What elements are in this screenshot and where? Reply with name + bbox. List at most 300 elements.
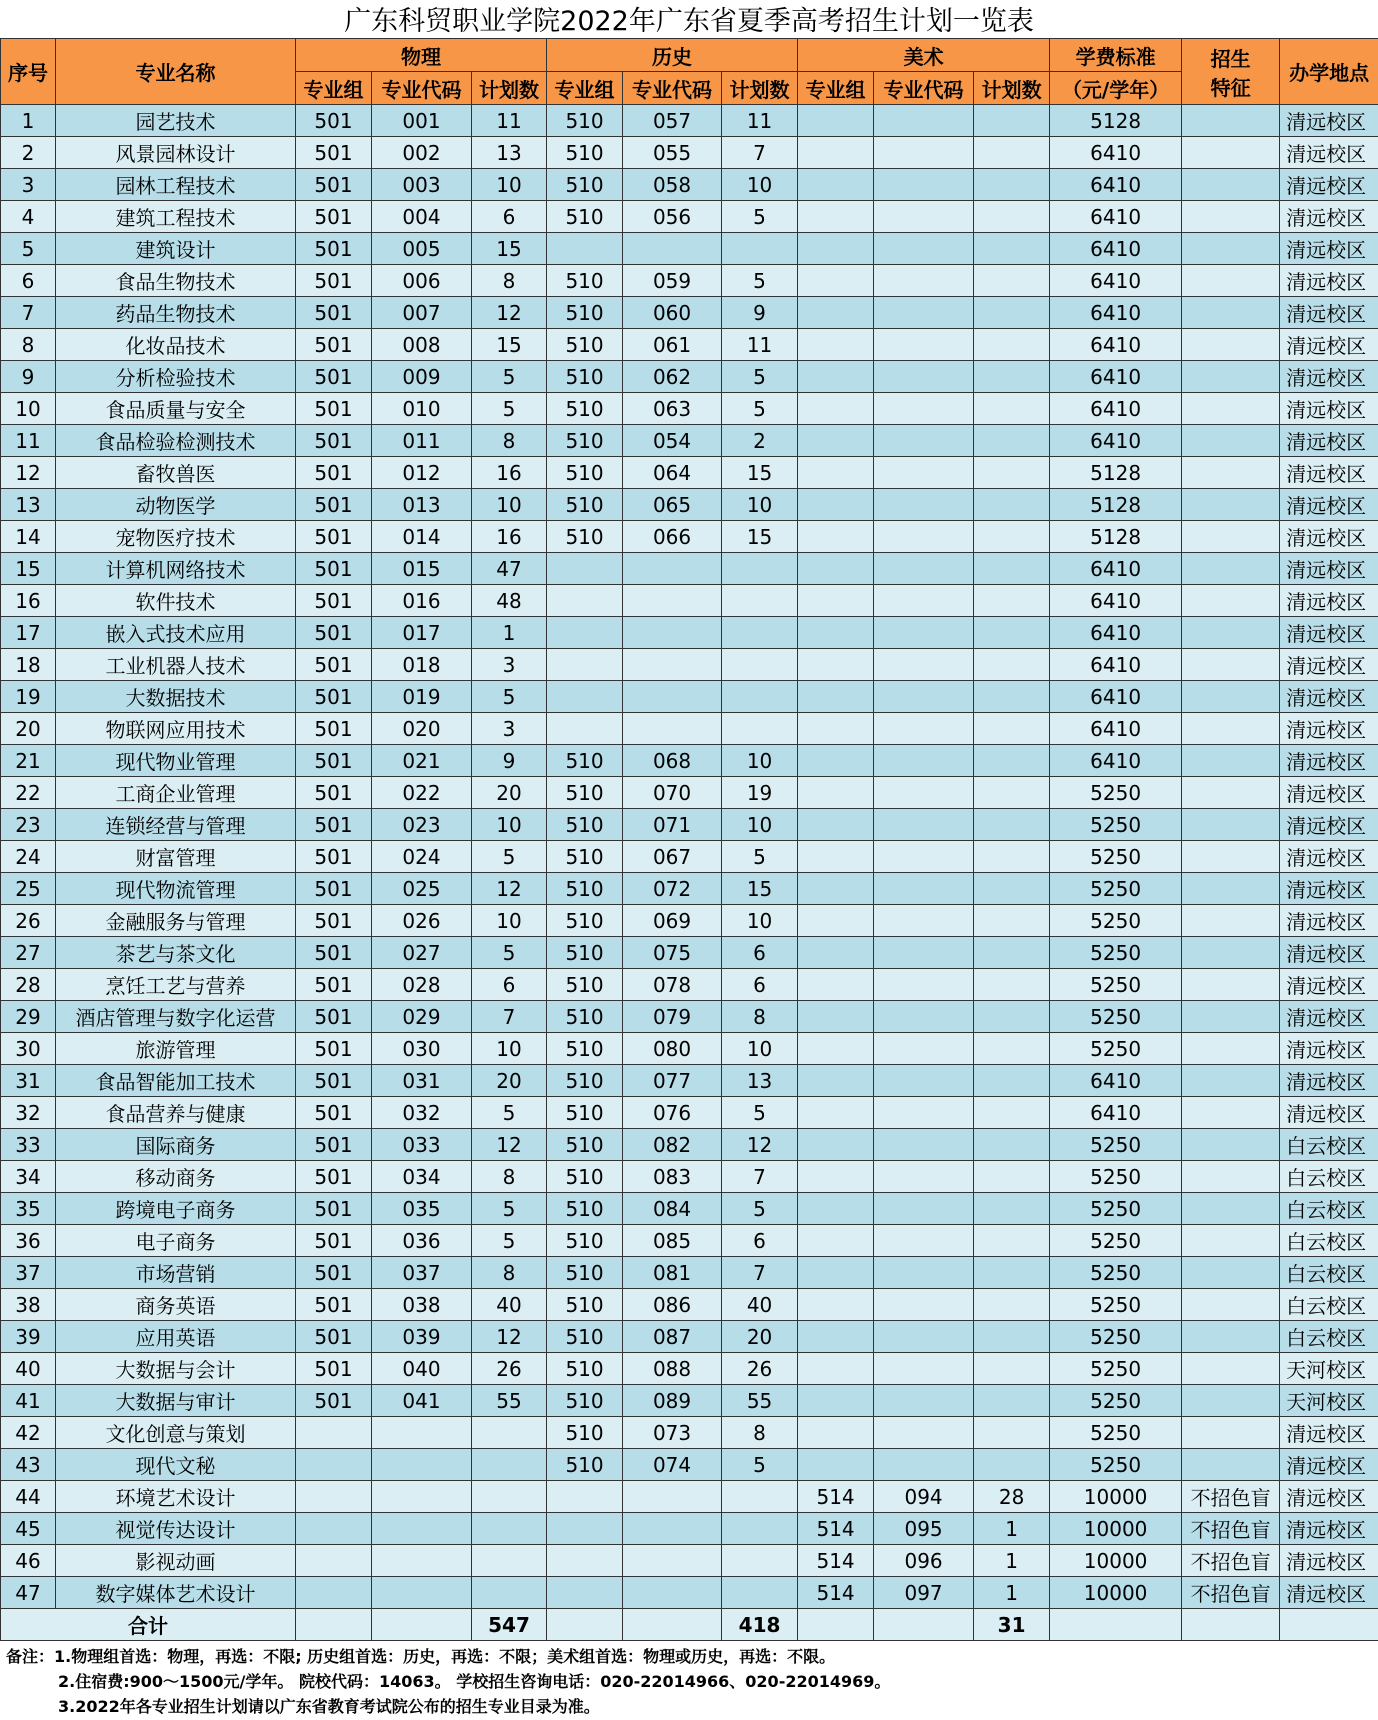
cell-art-count bbox=[974, 393, 1050, 425]
cell-fee: 6410 bbox=[1050, 649, 1182, 681]
cell-physics-code: 037 bbox=[372, 1257, 472, 1289]
cell-art-group bbox=[798, 329, 874, 361]
cell-fee: 6410 bbox=[1050, 393, 1182, 425]
cell-physics-code: 029 bbox=[372, 1001, 472, 1033]
cell-art-group bbox=[798, 1193, 874, 1225]
cell-major: 分析检验技术 bbox=[56, 361, 296, 393]
cell-location: 清远校区 bbox=[1280, 745, 1378, 777]
cell-history-code bbox=[623, 553, 722, 585]
cell-seq: 18 bbox=[1, 649, 56, 681]
cell-fee: 6410 bbox=[1050, 233, 1182, 265]
cell-history-group: 510 bbox=[547, 1193, 623, 1225]
table-row bbox=[1, 1097, 1378, 1129]
cell-physics-group: 501 bbox=[296, 233, 372, 265]
cell-history-group: 510 bbox=[547, 1289, 623, 1321]
cell-history-count: 5 bbox=[722, 1193, 798, 1225]
cell-physics-group: 501 bbox=[296, 905, 372, 937]
cell-major: 嵌入式技术应用 bbox=[56, 617, 296, 649]
cell-seq: 38 bbox=[1, 1289, 56, 1321]
cell-location: 白云校区 bbox=[1280, 1193, 1378, 1225]
cell-physics-group: 501 bbox=[296, 265, 372, 297]
cell-art-group bbox=[798, 969, 874, 1001]
cell-major: 文化创意与策划 bbox=[56, 1417, 296, 1449]
cell-major: 大数据与审计 bbox=[56, 1385, 296, 1417]
cell-seq: 36 bbox=[1, 1225, 56, 1257]
cell-art-count: 1 bbox=[974, 1513, 1050, 1545]
cell-fee: 5250 bbox=[1050, 1001, 1182, 1033]
cell-seq: 16 bbox=[1, 585, 56, 617]
cell-major: 风景园林设计 bbox=[56, 137, 296, 169]
cell-seq: 1 bbox=[1, 105, 56, 137]
cell-physics-code: 021 bbox=[372, 745, 472, 777]
cell-art-group: 514 bbox=[798, 1513, 874, 1545]
cell-major: 食品质量与安全 bbox=[56, 393, 296, 425]
cell-physics-count: 5 bbox=[472, 393, 547, 425]
cell-seq: 44 bbox=[1, 1481, 56, 1513]
header-feature-line2: 特征 bbox=[1210, 75, 1251, 100]
cell-seq: 17 bbox=[1, 617, 56, 649]
cell-art-group bbox=[798, 457, 874, 489]
cell-history-code: 087 bbox=[623, 1321, 722, 1353]
cell-location: 清远校区 bbox=[1280, 329, 1378, 361]
cell-physics-count: 3 bbox=[472, 713, 547, 745]
cell-art-code bbox=[874, 489, 974, 521]
cell-physics-group: 501 bbox=[296, 1385, 372, 1417]
cell-location: 清远校区 bbox=[1280, 457, 1378, 489]
cell-location: 清远校区 bbox=[1280, 265, 1378, 297]
cell-seq: 41 bbox=[1, 1385, 56, 1417]
cell-location: 清远校区 bbox=[1280, 201, 1378, 233]
table-row bbox=[1, 169, 1378, 201]
cell-history-group: 510 bbox=[547, 297, 623, 329]
cell-history-count: 6 bbox=[722, 969, 798, 1001]
cell-art-count bbox=[974, 1129, 1050, 1161]
cell-history-group: 510 bbox=[547, 905, 623, 937]
cell-major: 连锁经营与管理 bbox=[56, 809, 296, 841]
cell-history-count: 5 bbox=[722, 1449, 798, 1481]
table-row bbox=[1, 553, 1378, 585]
cell-art-group bbox=[798, 873, 874, 905]
cell-location: 天河校区 bbox=[1280, 1353, 1378, 1385]
table-row bbox=[1, 1129, 1378, 1161]
cell-physics-group: 501 bbox=[296, 969, 372, 1001]
cell-physics-count: 3 bbox=[472, 649, 547, 681]
cell-feature bbox=[1182, 105, 1280, 137]
cell-history-count: 15 bbox=[722, 873, 798, 905]
cell-physics-code: 002 bbox=[372, 137, 472, 169]
cell-feature bbox=[1182, 1001, 1280, 1033]
cell-physics-group bbox=[296, 1545, 372, 1577]
cell-history-count: 6 bbox=[722, 1225, 798, 1257]
cell-art-count bbox=[974, 905, 1050, 937]
cell-art-code bbox=[874, 1001, 974, 1033]
cell-major: 工商企业管理 bbox=[56, 777, 296, 809]
cell-physics-code: 019 bbox=[372, 681, 472, 713]
cell-physics-code: 024 bbox=[372, 841, 472, 873]
cell-fee: 6410 bbox=[1050, 169, 1182, 201]
cell-history-code: 057 bbox=[623, 105, 722, 137]
cell-fee: 5128 bbox=[1050, 457, 1182, 489]
cell-fee: 6410 bbox=[1050, 617, 1182, 649]
cell-feature bbox=[1182, 425, 1280, 457]
cell-major: 现代文秘 bbox=[56, 1449, 296, 1481]
cell-physics-code: 027 bbox=[372, 937, 472, 969]
table-row bbox=[1, 745, 1378, 777]
cell-art-group bbox=[798, 169, 874, 201]
cell-history-code: 077 bbox=[623, 1065, 722, 1097]
cell-art-code bbox=[874, 1449, 974, 1481]
cell-art-count bbox=[974, 329, 1050, 361]
cell-art-code bbox=[874, 425, 974, 457]
cell-art-count bbox=[974, 361, 1050, 393]
cell-history-code bbox=[623, 649, 722, 681]
cell-feature bbox=[1182, 1353, 1280, 1385]
cell-history-group: 510 bbox=[547, 393, 623, 425]
cell-history-count bbox=[722, 649, 798, 681]
cell-art-count bbox=[974, 681, 1050, 713]
cell-physics-count: 12 bbox=[472, 297, 547, 329]
cell-history-group: 510 bbox=[547, 425, 623, 457]
cell-physics-code: 011 bbox=[372, 425, 472, 457]
cell-feature bbox=[1182, 457, 1280, 489]
cell-history-count: 5 bbox=[722, 265, 798, 297]
cell-fee: 6410 bbox=[1050, 201, 1182, 233]
cell-physics-group: 501 bbox=[296, 393, 372, 425]
cell-history-count: 55 bbox=[722, 1385, 798, 1417]
cell-feature bbox=[1182, 1033, 1280, 1065]
table-row bbox=[1, 649, 1378, 681]
cell-art-code bbox=[874, 137, 974, 169]
cell-physics-count: 9 bbox=[472, 745, 547, 777]
cell-history-code: 065 bbox=[623, 489, 722, 521]
cell-major: 建筑设计 bbox=[56, 233, 296, 265]
cell-physics-count: 47 bbox=[472, 553, 547, 585]
cell-location: 白云校区 bbox=[1280, 1129, 1378, 1161]
cell-history-count bbox=[722, 681, 798, 713]
cell-physics-count: 20 bbox=[472, 777, 547, 809]
cell-history-group bbox=[547, 585, 623, 617]
cell-location: 清远校区 bbox=[1280, 1449, 1378, 1481]
table-row bbox=[1, 1001, 1378, 1033]
cell-physics-code: 010 bbox=[372, 393, 472, 425]
cell-art-group: 514 bbox=[798, 1545, 874, 1577]
cell-fee: 5250 bbox=[1050, 905, 1182, 937]
cell-location: 清远校区 bbox=[1280, 1033, 1378, 1065]
cell-art-code bbox=[874, 1353, 974, 1385]
cell-history-count: 9 bbox=[722, 297, 798, 329]
cell-physics-group: 501 bbox=[296, 1161, 372, 1193]
cell-history-group bbox=[547, 233, 623, 265]
cell-feature bbox=[1182, 649, 1280, 681]
cell-major: 跨境电子商务 bbox=[56, 1193, 296, 1225]
cell-history-group: 510 bbox=[547, 521, 623, 553]
cell-location: 清远校区 bbox=[1280, 361, 1378, 393]
cell-history-group bbox=[547, 1545, 623, 1577]
cell-location: 清远校区 bbox=[1280, 169, 1378, 201]
cell-art-group bbox=[798, 1257, 874, 1289]
cell-history-code: 067 bbox=[623, 841, 722, 873]
cell-physics-count: 5 bbox=[472, 681, 547, 713]
cell-history-code bbox=[623, 585, 722, 617]
cell-location: 清远校区 bbox=[1280, 1513, 1378, 1545]
cell-history-code: 068 bbox=[623, 745, 722, 777]
cell-art-group bbox=[798, 1225, 874, 1257]
cell-history-code: 078 bbox=[623, 969, 722, 1001]
header-fee-line1: 学费标准 bbox=[1050, 39, 1182, 72]
cell-art-group bbox=[798, 809, 874, 841]
table-row bbox=[1, 1545, 1378, 1577]
cell-art-group bbox=[798, 745, 874, 777]
cell-history-code: 054 bbox=[623, 425, 722, 457]
cell-location: 清远校区 bbox=[1280, 1065, 1378, 1097]
cell-physics-count: 8 bbox=[472, 265, 547, 297]
cell-major: 金融服务与管理 bbox=[56, 905, 296, 937]
cell-history-group: 510 bbox=[547, 1033, 623, 1065]
cell-art-count bbox=[974, 713, 1050, 745]
cell-art-count bbox=[974, 1161, 1050, 1193]
cell-art-code bbox=[874, 1161, 974, 1193]
cell-physics-group: 501 bbox=[296, 1129, 372, 1161]
cell-fee: 6410 bbox=[1050, 745, 1182, 777]
cell-seq: 21 bbox=[1, 745, 56, 777]
cell-physics-code: 032 bbox=[372, 1097, 472, 1129]
cell-feature bbox=[1182, 937, 1280, 969]
cell-art-code bbox=[874, 201, 974, 233]
cell-art-code bbox=[874, 393, 974, 425]
page-title: 广东科贸职业学院2022年广东省夏季高考招生计划一览表 bbox=[344, 6, 1034, 37]
cell-physics-group: 501 bbox=[296, 1353, 372, 1385]
cell-history-count: 7 bbox=[722, 137, 798, 169]
cell-physics-group: 501 bbox=[296, 1065, 372, 1097]
cell-history-group bbox=[547, 1513, 623, 1545]
cell-major: 旅游管理 bbox=[56, 1033, 296, 1065]
cell-seq: 4 bbox=[1, 201, 56, 233]
cell-location: 清远校区 bbox=[1280, 1577, 1378, 1609]
cell-art-code bbox=[874, 937, 974, 969]
header-seq: 序号 bbox=[1, 39, 56, 105]
cell-history-code: 083 bbox=[623, 1161, 722, 1193]
cell-history-group: 510 bbox=[547, 1417, 623, 1449]
table-row bbox=[1, 1513, 1378, 1545]
cell-major: 园林工程技术 bbox=[56, 169, 296, 201]
header-location: 办学地点 bbox=[1280, 39, 1378, 105]
table-row bbox=[1, 585, 1378, 617]
cell-history-count bbox=[722, 617, 798, 649]
cell-physics-count: 13 bbox=[472, 137, 547, 169]
cell-location: 清远校区 bbox=[1280, 137, 1378, 169]
cell-history-code: 074 bbox=[623, 1449, 722, 1481]
cell-physics-code bbox=[372, 1577, 472, 1609]
cell-art-count bbox=[974, 105, 1050, 137]
cell-location: 天河校区 bbox=[1280, 1385, 1378, 1417]
cell-art-code: 096 bbox=[874, 1545, 974, 1577]
cell-art-group bbox=[798, 521, 874, 553]
cell-major: 现代物业管理 bbox=[56, 745, 296, 777]
cell-history-code: 072 bbox=[623, 873, 722, 905]
cell-location: 清远校区 bbox=[1280, 937, 1378, 969]
cell-physics-count: 8 bbox=[472, 425, 547, 457]
cell-art-code bbox=[874, 1097, 974, 1129]
cell-art-group bbox=[798, 937, 874, 969]
table-row bbox=[1, 457, 1378, 489]
cell-feature bbox=[1182, 489, 1280, 521]
cell-physics-code bbox=[372, 1449, 472, 1481]
cell-feature bbox=[1182, 905, 1280, 937]
cell-history-group: 510 bbox=[547, 937, 623, 969]
cell-history-count: 2 bbox=[722, 425, 798, 457]
cell-history-count bbox=[722, 1545, 798, 1577]
cell-location: 清远校区 bbox=[1280, 905, 1378, 937]
cell-fee: 6410 bbox=[1050, 297, 1182, 329]
cell-physics-group: 501 bbox=[296, 1001, 372, 1033]
total-cell bbox=[1182, 1609, 1280, 1641]
cell-fee: 6410 bbox=[1050, 681, 1182, 713]
cell-art-count bbox=[974, 585, 1050, 617]
cell-major: 动物医学 bbox=[56, 489, 296, 521]
cell-history-count: 5 bbox=[722, 1097, 798, 1129]
table-row bbox=[1, 1417, 1378, 1449]
cell-seq: 32 bbox=[1, 1097, 56, 1129]
cell-history-count: 10 bbox=[722, 1033, 798, 1065]
cell-location: 清远校区 bbox=[1280, 617, 1378, 649]
cell-history-code: 071 bbox=[623, 809, 722, 841]
table-row bbox=[1, 265, 1378, 297]
cell-physics-group: 501 bbox=[296, 745, 372, 777]
cell-major: 影视动画 bbox=[56, 1545, 296, 1577]
cell-major: 药品生物技术 bbox=[56, 297, 296, 329]
cell-art-group bbox=[798, 425, 874, 457]
table-row bbox=[1, 905, 1378, 937]
cell-location: 清远校区 bbox=[1280, 553, 1378, 585]
table-row bbox=[1, 969, 1378, 1001]
cell-physics-group: 501 bbox=[296, 169, 372, 201]
cell-major: 视觉传达设计 bbox=[56, 1513, 296, 1545]
table-row bbox=[1, 489, 1378, 521]
cell-seq: 31 bbox=[1, 1065, 56, 1097]
cell-history-group bbox=[547, 1577, 623, 1609]
cell-history-count: 20 bbox=[722, 1321, 798, 1353]
total-cell bbox=[874, 1609, 974, 1641]
table-row bbox=[1, 1193, 1378, 1225]
cell-location: 清远校区 bbox=[1280, 969, 1378, 1001]
cell-fee: 5250 bbox=[1050, 1289, 1182, 1321]
cell-major: 国际商务 bbox=[56, 1129, 296, 1161]
cell-history-code: 081 bbox=[623, 1257, 722, 1289]
header-physics-group: 专业组 bbox=[296, 72, 372, 105]
cell-fee: 5250 bbox=[1050, 809, 1182, 841]
cell-history-group: 510 bbox=[547, 105, 623, 137]
cell-feature bbox=[1182, 1257, 1280, 1289]
cell-major: 园艺技术 bbox=[56, 105, 296, 137]
table-row bbox=[1, 841, 1378, 873]
cell-location: 清远校区 bbox=[1280, 489, 1378, 521]
table-row bbox=[1, 1161, 1378, 1193]
cell-physics-count: 12 bbox=[472, 873, 547, 905]
cell-physics-count: 10 bbox=[472, 809, 547, 841]
cell-art-code bbox=[874, 841, 974, 873]
cell-fee: 5250 bbox=[1050, 841, 1182, 873]
cell-art-group bbox=[798, 681, 874, 713]
cell-art-code bbox=[874, 169, 974, 201]
table-body bbox=[1, 105, 1378, 1609]
cell-art-code bbox=[874, 681, 974, 713]
cell-physics-group: 501 bbox=[296, 937, 372, 969]
total-cell bbox=[1050, 1609, 1182, 1641]
cell-physics-group: 501 bbox=[296, 681, 372, 713]
header-fee-line2: （元/学年） bbox=[1050, 72, 1182, 105]
cell-history-count bbox=[722, 585, 798, 617]
cell-fee: 5250 bbox=[1050, 1353, 1182, 1385]
cell-physics-code: 041 bbox=[372, 1385, 472, 1417]
cell-art-count bbox=[974, 1001, 1050, 1033]
cell-art-count bbox=[974, 553, 1050, 585]
cell-seq: 34 bbox=[1, 1161, 56, 1193]
cell-physics-code: 033 bbox=[372, 1129, 472, 1161]
cell-history-count: 5 bbox=[722, 361, 798, 393]
cell-art-group bbox=[798, 713, 874, 745]
cell-feature bbox=[1182, 1065, 1280, 1097]
cell-history-code: 060 bbox=[623, 297, 722, 329]
cell-history-code bbox=[623, 1513, 722, 1545]
table-row bbox=[1, 1577, 1378, 1609]
total-cell bbox=[1280, 1609, 1378, 1641]
cell-fee: 6410 bbox=[1050, 1065, 1182, 1097]
cell-major: 食品生物技术 bbox=[56, 265, 296, 297]
cell-feature bbox=[1182, 265, 1280, 297]
cell-physics-code: 005 bbox=[372, 233, 472, 265]
cell-art-count bbox=[974, 233, 1050, 265]
cell-physics-count: 6 bbox=[472, 201, 547, 233]
cell-major: 食品智能加工技术 bbox=[56, 1065, 296, 1097]
cell-feature bbox=[1182, 201, 1280, 233]
cell-history-code: 062 bbox=[623, 361, 722, 393]
cell-art-count bbox=[974, 457, 1050, 489]
cell-feature bbox=[1182, 873, 1280, 905]
cell-physics-group: 501 bbox=[296, 1257, 372, 1289]
table-row bbox=[1, 201, 1378, 233]
cell-physics-code: 015 bbox=[372, 553, 472, 585]
cell-art-group bbox=[798, 777, 874, 809]
cell-physics-group: 501 bbox=[296, 137, 372, 169]
cell-physics-code bbox=[372, 1513, 472, 1545]
cell-history-count: 8 bbox=[722, 1417, 798, 1449]
cell-major: 工业机器人技术 bbox=[56, 649, 296, 681]
cell-art-group bbox=[798, 201, 874, 233]
cell-history-group: 510 bbox=[547, 1353, 623, 1385]
cell-seq: 37 bbox=[1, 1257, 56, 1289]
cell-history-code: 075 bbox=[623, 937, 722, 969]
cell-art-code bbox=[874, 585, 974, 617]
cell-major: 茶艺与茶文化 bbox=[56, 937, 296, 969]
cell-physics-count: 5 bbox=[472, 937, 547, 969]
cell-seq: 6 bbox=[1, 265, 56, 297]
cell-physics-count bbox=[472, 1449, 547, 1481]
cell-art-code: 095 bbox=[874, 1513, 974, 1545]
cell-art-code bbox=[874, 1385, 974, 1417]
cell-feature: 不招色盲 bbox=[1182, 1481, 1280, 1513]
cell-feature bbox=[1182, 233, 1280, 265]
cell-physics-code: 022 bbox=[372, 777, 472, 809]
cell-feature bbox=[1182, 1161, 1280, 1193]
table-row bbox=[1, 1289, 1378, 1321]
table-row bbox=[1, 329, 1378, 361]
header-major: 专业名称 bbox=[56, 39, 296, 105]
cell-art-count bbox=[974, 1193, 1050, 1225]
cell-major: 财富管理 bbox=[56, 841, 296, 873]
cell-art-count bbox=[974, 1449, 1050, 1481]
cell-physics-code: 004 bbox=[372, 201, 472, 233]
cell-art-group bbox=[798, 1385, 874, 1417]
